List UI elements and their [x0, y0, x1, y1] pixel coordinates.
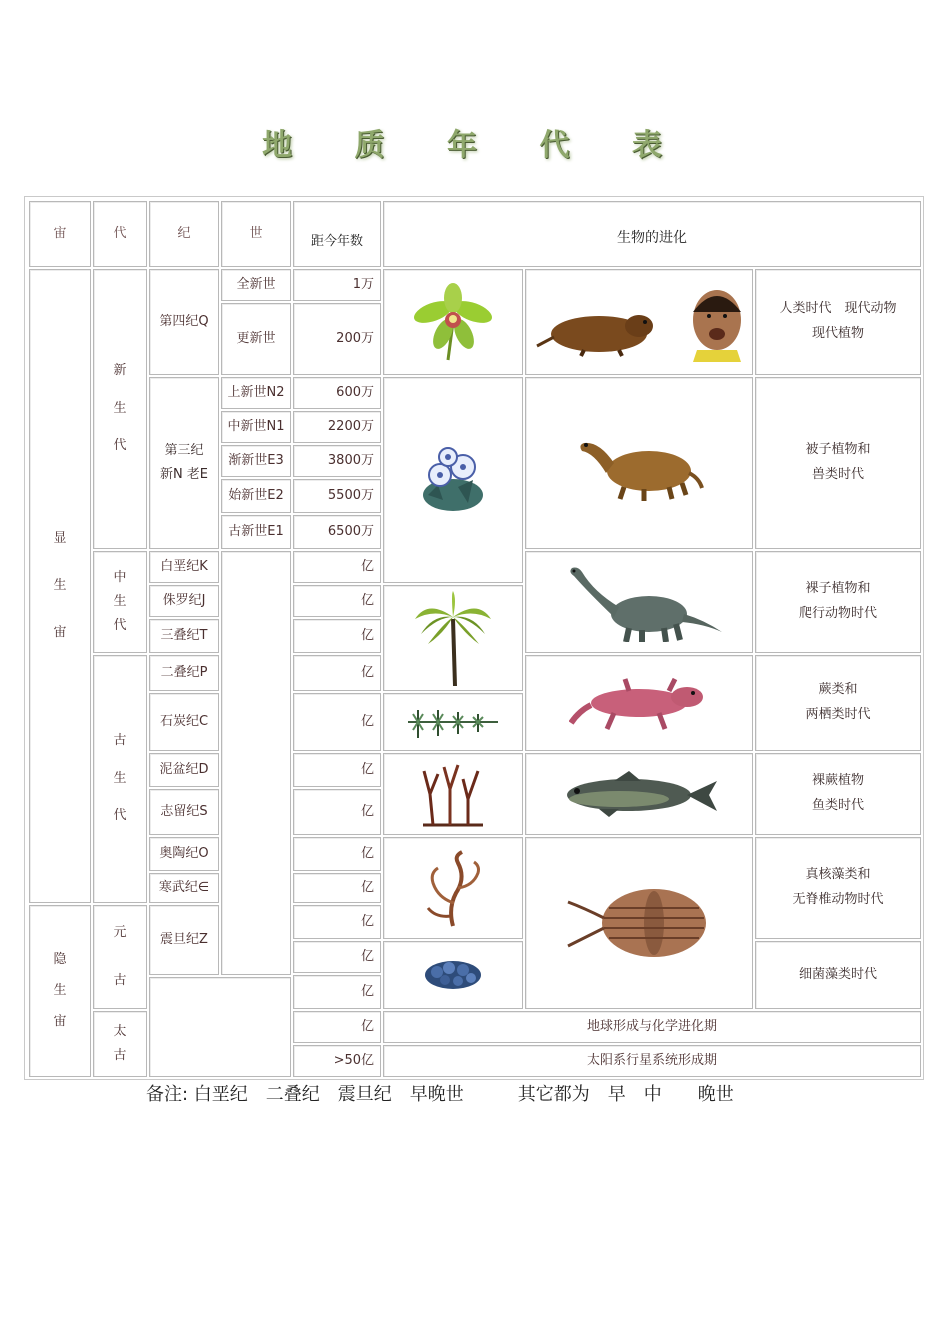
epoch-holocene: 全新世 [221, 269, 291, 301]
period-silurian: 志留纪S [149, 789, 219, 835]
era-mesozoic: 中 生 代 [93, 551, 147, 653]
evolution-angiosperm-era: 被子植物和 兽类时代 [755, 377, 921, 549]
evolution-eukaryote-era: 真核藻类和 无脊椎动物时代 [755, 837, 921, 939]
age-pleistocene: 200万 [293, 303, 381, 375]
age-cretaceous: 亿 [293, 551, 381, 583]
age-ordovician: 亿 [293, 837, 381, 871]
age-archean-1: 亿 [293, 1011, 381, 1043]
page-title: 地 质 年 代 表 [262, 128, 688, 163]
period-sinian: 震旦纪Z [149, 905, 219, 975]
age-proterozoic: 亿 [293, 975, 381, 1009]
epoch-paleocene: 古新世E1 [221, 515, 291, 549]
eon-phanerozoic: 显 生 宙 [29, 269, 91, 903]
age-permian: 亿 [293, 655, 381, 691]
evolution-bacteria-era: 细菌藻类时代 [755, 941, 921, 1009]
era-archean: 太 古 [93, 1011, 147, 1077]
age-carboniferous: 亿 [293, 693, 381, 751]
evolution-psilophyte-era: 裸蕨植物 鱼类时代 [755, 753, 921, 835]
header-era: 代 [93, 201, 147, 267]
geologic-time-table [24, 196, 924, 1080]
period-devonian: 泥盆纪D [149, 753, 219, 787]
evolution-earth-formation: 地球形成与化学进化期 [383, 1011, 921, 1043]
flowering-plant-image [383, 377, 523, 583]
epoch-pleistocene: 更新世 [221, 303, 291, 375]
age-silurian: 亿 [293, 789, 381, 835]
epoch-pliocene: 上新世N2 [221, 377, 291, 409]
evolution-fern-era: 蕨类和 两栖类时代 [755, 655, 921, 751]
trilobite-image [525, 837, 753, 1009]
period-permian: 二叠纪P [149, 655, 219, 691]
header-period: 纪 [149, 201, 219, 267]
age-sinian-1: 亿 [293, 905, 381, 939]
period-carboniferous: 石炭纪C [149, 693, 219, 751]
period-quaternary: 第四纪Q [149, 269, 219, 375]
header-epoch: 世 [221, 201, 291, 267]
epoch-empty [221, 551, 291, 975]
mammal-and-human-image [525, 269, 753, 375]
evolution-human-era: 人类时代 现代动物 现代植物 [755, 269, 921, 375]
age-archean-2: >50亿 [293, 1045, 381, 1077]
evolution-solar-system: 太阳系行星系统形成期 [383, 1045, 921, 1077]
blue-algae-image [383, 941, 523, 1009]
header-eon: 宙 [29, 201, 91, 267]
age-devonian: 亿 [293, 753, 381, 787]
epoch-miocene: 中新世N1 [221, 411, 291, 443]
epoch-eocene: 始新世E2 [221, 479, 291, 513]
psilophyte-image [383, 753, 523, 835]
age-paleocene: 6500万 [293, 515, 381, 549]
dinosaur-image [525, 551, 753, 653]
age-eocene: 5500万 [293, 479, 381, 513]
eon-cryptozoic: 隐 生 宙 [29, 905, 91, 1077]
period-tertiary: 第三纪 新N 老E [149, 377, 219, 549]
orchid-image [383, 269, 523, 375]
period-triassic: 三叠纪T [149, 619, 219, 653]
seaweed-image [383, 837, 523, 939]
era-proterozoic: 元 古 [93, 905, 147, 1009]
footnote: 备注: 白垩纪 二叠纪 震旦纪 早晚世 其它都为 早 中 晚世 [146, 1084, 734, 1105]
fern-image [383, 693, 523, 751]
era-paleozoic: 古 生 代 [93, 655, 147, 903]
age-sinian-2: 亿 [293, 941, 381, 973]
header-age: 距今年数 [293, 201, 381, 267]
period-cretaceous: 白垩纪K [149, 551, 219, 583]
age-oligocene: 3800万 [293, 445, 381, 477]
period-cambrian: 寒武纪∈ [149, 873, 219, 903]
age-pliocene: 600万 [293, 377, 381, 409]
palm-tree-image [383, 585, 523, 691]
period-jurassic: 侏罗纪J [149, 585, 219, 617]
evolution-gymnosperm-era: 裸子植物和 爬行动物时代 [755, 551, 921, 653]
age-miocene: 2200万 [293, 411, 381, 443]
epoch-oligocene: 渐新世E3 [221, 445, 291, 477]
amphibian-image [525, 655, 753, 751]
early-mammal-image [525, 377, 753, 549]
period-empty [149, 977, 291, 1077]
header-evolution: 生物的进化 [383, 201, 921, 267]
era-cenozoic: 新 生 代 [93, 269, 147, 549]
age-triassic: 亿 [293, 619, 381, 653]
age-cambrian: 亿 [293, 873, 381, 903]
age-jurassic: 亿 [293, 585, 381, 617]
fish-image [525, 753, 753, 835]
age-holocene: 1万 [293, 269, 381, 301]
period-ordovician: 奥陶纪O [149, 837, 219, 871]
